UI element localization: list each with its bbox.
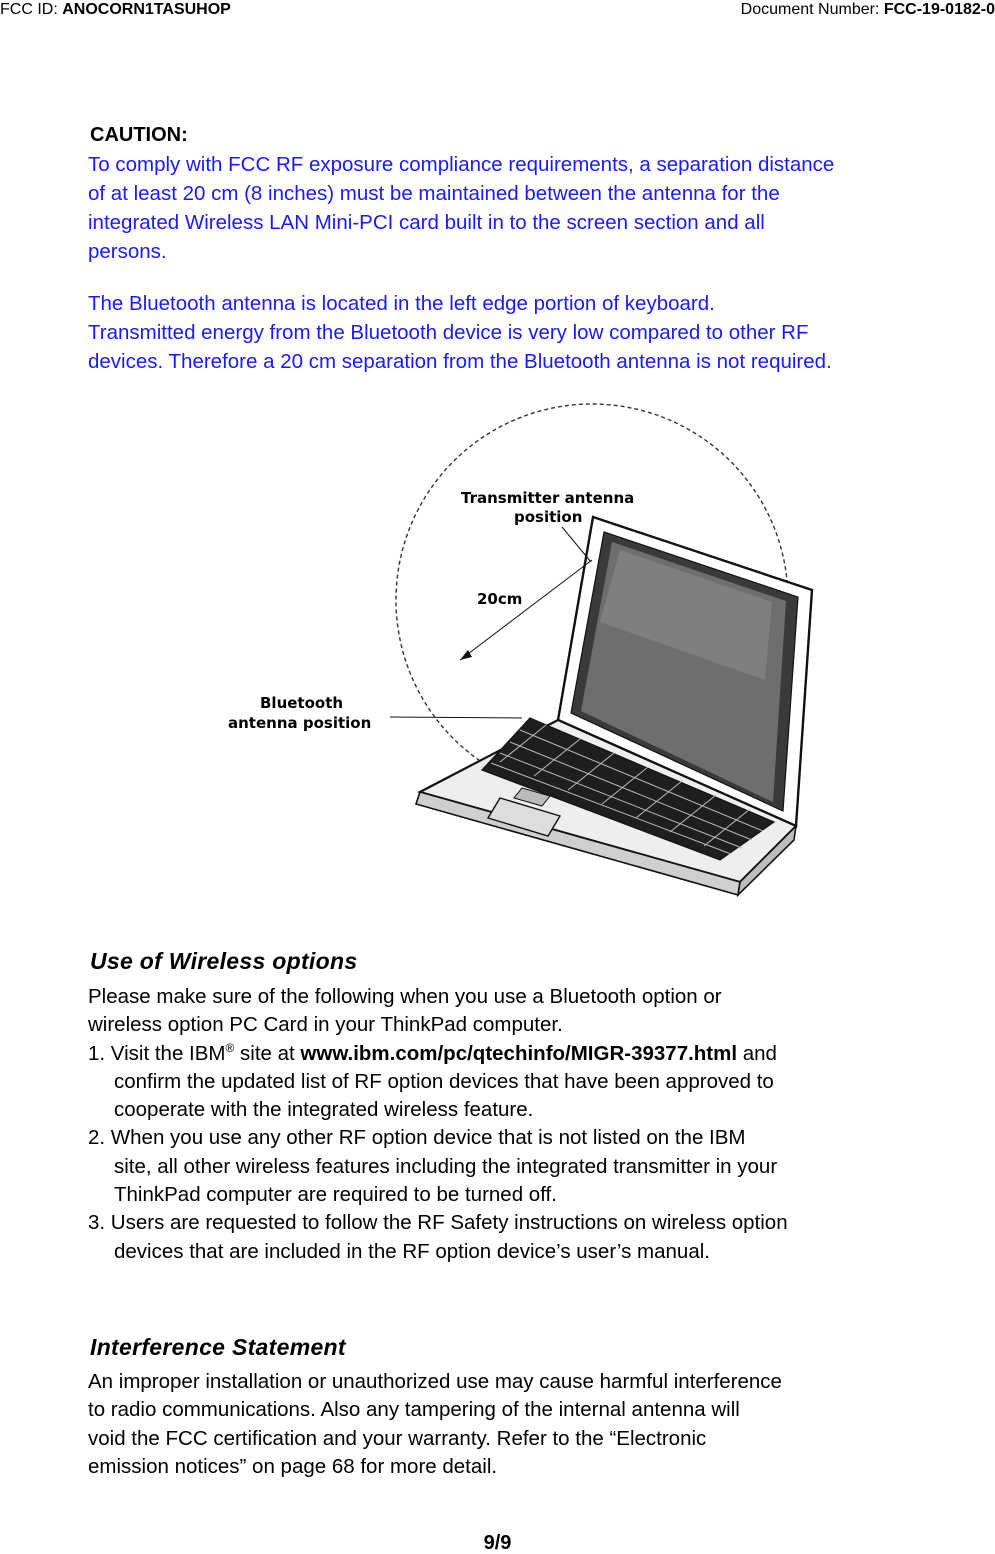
interference-line: to radio communications. Also any tampering of the internal antenna will xyxy=(88,1398,740,1422)
ibm-support-url[interactable]: www.ibm.com/pc/qtechinfo/MIGR-39377.html xyxy=(300,1041,738,1065)
transmitter-label-line1: Transmitter antenna xyxy=(461,489,635,507)
interference-section-body xyxy=(88,1368,782,1481)
transmitter-label-line2: position xyxy=(514,508,583,526)
interference-section-title: Interference Statement xyxy=(90,1334,346,1360)
caution-p1-line: integrated Wireless LAN Mini-PCI card built in to the screen section and all xyxy=(88,211,765,234)
item1-mid: site at xyxy=(234,1041,301,1065)
bluetooth-label-line2: antenna position xyxy=(228,714,372,732)
wireless-item-3: 3. Users are requested to follow the RF Safety instructions on wireless option xyxy=(88,1211,788,1235)
wireless-item-2-cont: site, all other wireless features including the integrated transmitter in your xyxy=(114,1154,778,1178)
wireless-item-1-cont: cooperate with the integrated wireless feature. xyxy=(114,1098,534,1122)
caution-p1-line: of at least 20 cm (8 inches) must be maintained between the antenna for the xyxy=(88,182,780,205)
item1-suffix: and xyxy=(737,1041,777,1065)
document-number-label: Document Number: xyxy=(740,1,880,18)
item1-prefix: 1. Visit the IBM xyxy=(88,1041,226,1065)
caution-p1-line: To comply with FCC RF exposure compliance requirements, a separation distance xyxy=(88,153,835,176)
page-number: 9/9 xyxy=(483,1532,512,1554)
caution-paragraph-1 xyxy=(88,150,834,266)
interference-line: emission notices” on page 68 for more detail. xyxy=(88,1454,498,1478)
caution-p2-line: devices. Therefore a 20 cm separation from the Bluetooth antenna is not required. xyxy=(88,350,832,373)
fcc-id-value: ANOCORN1TASUHOP xyxy=(62,1,231,18)
distance-arrowhead xyxy=(460,650,472,660)
caution-title: CAUTION: xyxy=(90,124,188,146)
interference-line: An improper installation or unauthorized use may cause harmful interference xyxy=(88,1370,782,1393)
distance-label: 20cm xyxy=(477,590,523,608)
registered-mark: ® xyxy=(225,1040,235,1055)
caution-p2-line: The Bluetooth antenna is located in the left edge portion of keyboard. xyxy=(88,292,715,315)
caution-p1-line: persons. xyxy=(88,240,167,263)
wireless-item-2-cont: ThinkPad computer are required to be turned off. xyxy=(114,1183,557,1207)
caution-paragraph-2 xyxy=(88,289,832,376)
wireless-item-3-cont: devices that are included in the RF option device’s user’s manual. xyxy=(114,1239,710,1263)
interference-line: void the FCC certification and your warranty. Refer to the “Electronic xyxy=(88,1426,707,1450)
bluetooth-leader-line xyxy=(390,717,522,718)
wireless-item-1 xyxy=(88,1040,788,1068)
document-number-value: FCC-19-0182-0 xyxy=(883,1,995,18)
header-document-number xyxy=(741,0,995,20)
wireless-item-1-cont: confirm the updated list of RF option devices that have been approved to xyxy=(114,1069,774,1093)
wireless-item-2: 2. When you use any other RF option device that is not listed on the IBM xyxy=(88,1126,746,1150)
bluetooth-label-line1: Bluetooth xyxy=(260,694,344,712)
header-fcc-id xyxy=(0,0,231,20)
wireless-intro-line: wireless option PC Card in your ThinkPad computer. xyxy=(88,1013,563,1037)
caution-p2-line: Transmitted energy from the Bluetooth device is very low compared to other RF xyxy=(88,321,809,344)
wireless-intro-line: Please make sure of the following when you use a Bluetooth option or xyxy=(88,985,722,1008)
wireless-section-body xyxy=(88,983,788,1266)
laptop-antenna-figure xyxy=(200,390,840,920)
fcc-id-label: FCC ID: xyxy=(0,1,58,18)
wireless-section-title: Use of Wireless options xyxy=(90,948,358,974)
transmitter-leader-line xyxy=(562,527,591,562)
